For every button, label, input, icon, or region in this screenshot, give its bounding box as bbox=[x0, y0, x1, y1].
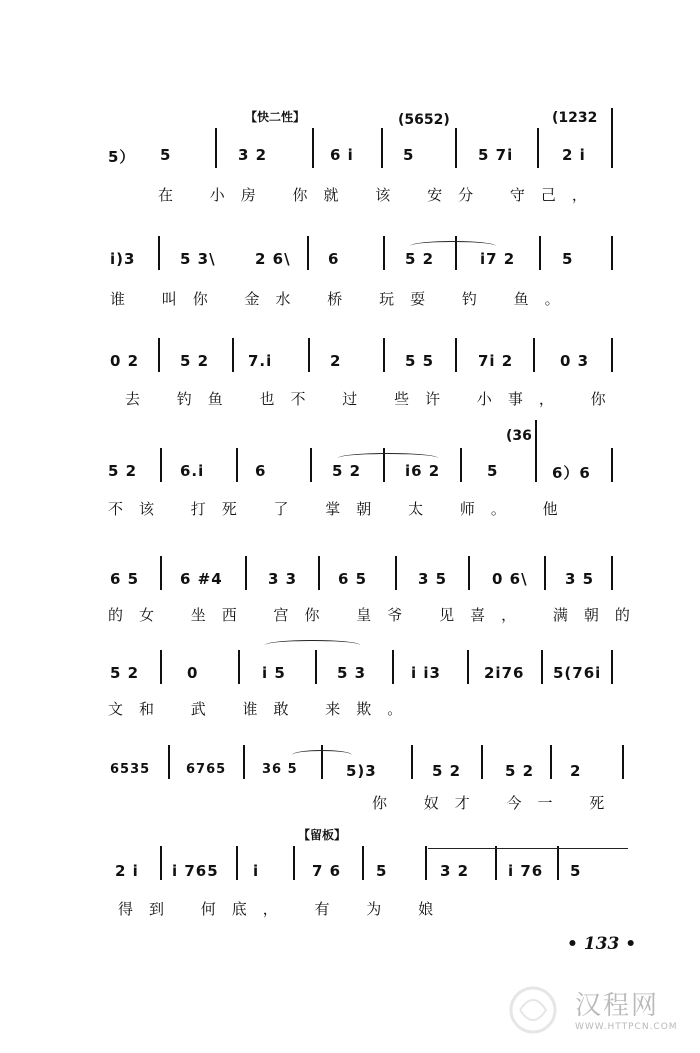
slur bbox=[338, 453, 438, 463]
lyrics-line-4: 不该 打死 了 掌朝 太 师。 他 bbox=[108, 500, 574, 518]
notation-cell: 5 2 bbox=[505, 762, 535, 780]
notation-cell: 5)3 bbox=[346, 762, 377, 780]
notation-cell: 6535 bbox=[110, 762, 151, 777]
notation-cell: 6 #4 bbox=[180, 570, 223, 588]
page-number: • 133 • bbox=[567, 934, 637, 954]
bar-line bbox=[611, 448, 613, 482]
notation-cell: 3 2 bbox=[440, 862, 470, 880]
notation-cell: 36 5 bbox=[262, 762, 298, 777]
notation-cell: 6 5 bbox=[110, 570, 140, 588]
notation-cell: i)3 bbox=[110, 250, 136, 268]
notation-cell: 7i 2 bbox=[478, 352, 514, 370]
tempo-marking-kuai-er-xing: 【快二性】 bbox=[245, 110, 306, 124]
bar-line bbox=[158, 338, 160, 372]
lyrics-line-3: 去 钓鱼 也不 过 些许 小事， 你 bbox=[125, 390, 622, 408]
bar-line bbox=[455, 128, 457, 168]
bar-line bbox=[481, 745, 483, 779]
notation-cell: 5 bbox=[403, 146, 415, 164]
bar-line bbox=[312, 128, 314, 168]
notation-cell: 5 2 bbox=[432, 762, 462, 780]
notation-cell: 2 6\ bbox=[255, 250, 291, 268]
tempo-marking-liu-ban: 【留板】 bbox=[298, 828, 347, 842]
notation-cell: 6 i bbox=[330, 146, 354, 164]
bar-line bbox=[232, 338, 234, 372]
notation-cell: i 76 bbox=[508, 862, 544, 880]
notation-cell: i i3 bbox=[411, 664, 441, 682]
notation-cell: i6 2 bbox=[405, 462, 441, 480]
bar-line bbox=[245, 556, 247, 590]
lyrics-line-8: 得到 何底， 有 为 娘 bbox=[118, 900, 450, 918]
lyrics-line-6: 文和 武 谁敢 来欺。 bbox=[108, 700, 419, 718]
slur bbox=[410, 241, 496, 251]
notation-cell: 2 i bbox=[115, 862, 139, 880]
bar-line bbox=[537, 128, 539, 168]
notation-cell: 6）6 bbox=[552, 464, 591, 482]
bar-line bbox=[310, 448, 312, 482]
bar-line bbox=[455, 338, 457, 372]
bar-line bbox=[236, 448, 238, 482]
notation-cell: 7.i bbox=[248, 352, 273, 370]
bar-line bbox=[362, 846, 364, 880]
bar-line bbox=[541, 650, 543, 684]
notation-cell: 6 bbox=[328, 250, 340, 268]
slur bbox=[428, 848, 628, 851]
bar-line bbox=[467, 650, 469, 684]
notation-cell: 6 5 bbox=[338, 570, 368, 588]
bar-line bbox=[535, 420, 537, 482]
notation-cell: 0 6\ bbox=[492, 570, 528, 588]
bar-line bbox=[533, 338, 535, 372]
bar-line bbox=[318, 556, 320, 590]
notation-cell: 5 3 bbox=[337, 664, 367, 682]
bar-line bbox=[539, 236, 541, 270]
bar-line bbox=[168, 745, 170, 779]
notation-cell: 5 2 bbox=[180, 352, 210, 370]
bar-line bbox=[611, 556, 613, 590]
bar-line bbox=[622, 745, 624, 779]
bar-line bbox=[611, 108, 613, 168]
notation-cell: 0 3 bbox=[560, 352, 590, 370]
bar-line bbox=[160, 556, 162, 590]
watermark-brand: 汉程网 bbox=[575, 991, 660, 1021]
bar-line bbox=[611, 650, 613, 684]
bar-line bbox=[544, 556, 546, 590]
notation-cell: 2 bbox=[570, 762, 582, 780]
notation-cell: 5） bbox=[108, 148, 136, 166]
notation-cell: 5(76i bbox=[553, 664, 602, 682]
notation-cell: 5 bbox=[570, 862, 582, 880]
bar-line bbox=[383, 236, 385, 270]
bar-line bbox=[236, 846, 238, 880]
bar-line bbox=[215, 128, 217, 168]
notation-cell: 5 bbox=[376, 862, 388, 880]
notation-cell: 3 5 bbox=[565, 570, 595, 588]
slur bbox=[292, 750, 352, 760]
bar-line bbox=[460, 448, 462, 482]
notation-cell: 5 bbox=[487, 462, 499, 480]
bar-line bbox=[611, 338, 613, 372]
bar-line bbox=[550, 745, 552, 779]
notation-cell: 5 2 bbox=[332, 462, 362, 480]
notation-cell: 7 6 bbox=[312, 862, 342, 880]
notation-cell: 5 7i bbox=[478, 146, 514, 164]
notation-cell: 2 bbox=[330, 352, 342, 370]
watermark-url: WWW.HTTPCN.COM bbox=[575, 1022, 678, 1032]
bar-line bbox=[383, 338, 385, 372]
bar-line bbox=[425, 846, 427, 880]
notation-cell: 3 5 bbox=[418, 570, 448, 588]
lyrics-line-2: 谁 叫你 金水 桥 玩耍 钓 鱼。 bbox=[110, 290, 576, 308]
bar-line bbox=[315, 650, 317, 684]
lyrics-line-7: 你 奴才 今一 死 bbox=[372, 794, 621, 812]
bar-line bbox=[160, 846, 162, 880]
instrumental-interlude-1: (5652) bbox=[398, 112, 450, 128]
notation-cell: 2i76 bbox=[484, 664, 525, 682]
bar-line bbox=[243, 745, 245, 779]
instrumental-interlude-2: (1232 bbox=[552, 110, 598, 126]
bar-line bbox=[557, 846, 559, 880]
notation-cell: 5 3\ bbox=[180, 250, 216, 268]
notation-cell: 6 bbox=[255, 462, 267, 480]
bar-line bbox=[611, 236, 613, 270]
bar-line bbox=[160, 650, 162, 684]
lyrics-line-1: 在 小房 你就 该 安分 守己， bbox=[158, 186, 603, 204]
bar-line bbox=[411, 745, 413, 779]
notation-cell: i 5 bbox=[262, 664, 286, 682]
bar-line bbox=[495, 846, 497, 880]
notation-cell: 0 bbox=[187, 664, 199, 682]
bar-line bbox=[158, 236, 160, 270]
notation-cell: 0 2 bbox=[110, 352, 140, 370]
notation-cell: 3 3 bbox=[268, 570, 298, 588]
bar-line bbox=[381, 128, 383, 168]
instrumental-interlude-3: (36 bbox=[506, 428, 532, 444]
bar-line bbox=[293, 846, 295, 880]
notation-cell: 5 2 bbox=[108, 462, 138, 480]
slur bbox=[265, 640, 360, 650]
bar-line bbox=[395, 556, 397, 590]
notation-cell: 6765 bbox=[186, 762, 227, 777]
lyrics-line-5: 的女 坐西 宫你 皇爷 见喜， 满朝的 bbox=[108, 606, 646, 624]
notation-cell: 6.i bbox=[180, 462, 205, 480]
notation-cell: 5 2 bbox=[405, 250, 435, 268]
notation-cell: 5 2 bbox=[110, 664, 140, 682]
notation-cell: 5 5 bbox=[405, 352, 435, 370]
notation-cell: i 765 bbox=[172, 862, 219, 880]
bar-line bbox=[308, 338, 310, 372]
bar-line bbox=[392, 650, 394, 684]
notation-cell: i7 2 bbox=[480, 250, 516, 268]
notation-cell: 2 i bbox=[562, 146, 586, 164]
notation-cell: 3 2 bbox=[238, 146, 268, 164]
bar-line bbox=[238, 650, 240, 684]
notation-cell: 5 bbox=[160, 146, 172, 164]
notation-cell: i bbox=[253, 862, 260, 880]
bar-line bbox=[160, 448, 162, 482]
notation-cell: 5 bbox=[562, 250, 574, 268]
bar-line bbox=[307, 236, 309, 270]
bar-line bbox=[468, 556, 470, 590]
